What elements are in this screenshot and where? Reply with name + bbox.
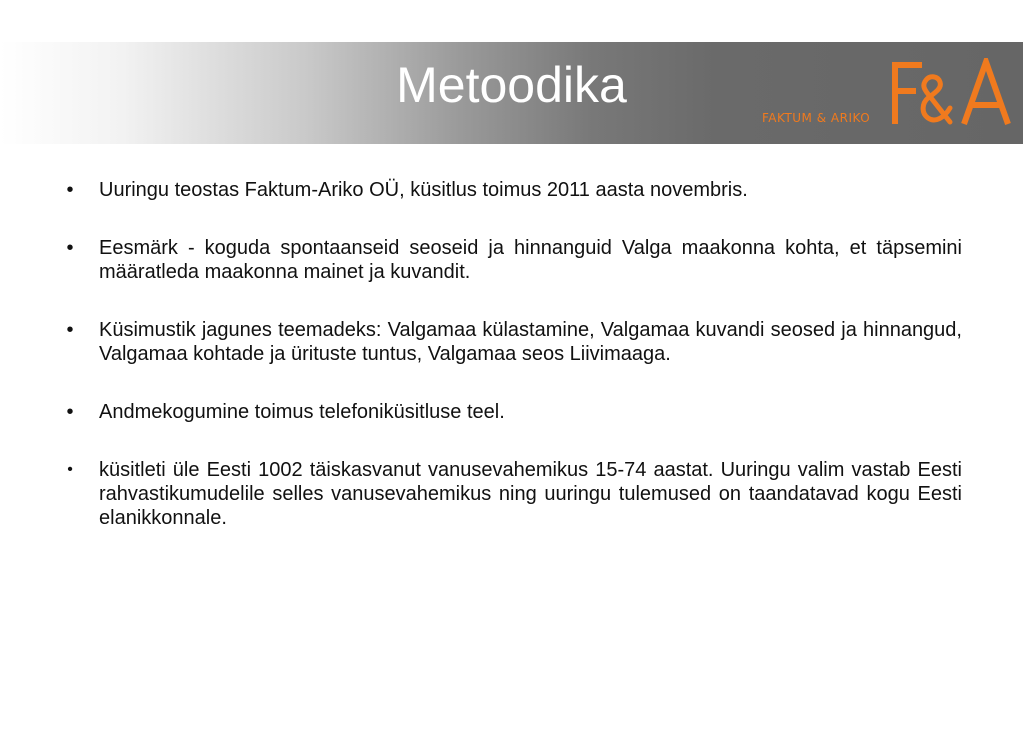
- bullet-text: Uuringu teostas Faktum-Ariko OÜ, küsitlus toimus 2011 aasta novembris.: [99, 179, 748, 201]
- bullet-text: küsitleti üle Eesti 1002 täiskasvanut vanusevahemikus 15-74 aastat. Uuringu valim vastab Eesti rahvastikumudelile selles vanusevahemikus ning uuringu tulemused on taandatavad kogu Eesti elanikkonnale.: [99, 459, 962, 529]
- list-item: [58, 236, 962, 284]
- list-item: [58, 400, 962, 424]
- bullet-marker: •: [66, 179, 74, 201]
- list-item: [58, 458, 962, 530]
- bullet-marker: •: [66, 319, 74, 341]
- bullet-text: Andmekogumine toimus telefoniküsitluse teel.: [99, 401, 505, 423]
- bullet-marker: •: [66, 401, 74, 423]
- bullet-marker: •: [66, 237, 74, 259]
- list-item: [58, 318, 962, 366]
- bullet-list: [58, 178, 962, 530]
- logo-caption: FAKTUM & ARIKO: [762, 111, 871, 125]
- faktum-ariko-logo: [762, 58, 1017, 130]
- logo-mark-icon: [888, 58, 1014, 130]
- bullet-text: Küsimustik jagunes teemadeks: Valgamaa külastamine, Valgamaa kuvandi seosed ja hinnangud, Valgamaa kohtade ja ürituste tuntus, Valgamaa seos Liivimaaga.: [99, 319, 962, 365]
- list-item: [58, 178, 962, 202]
- slide-title: Metoodika: [396, 57, 627, 113]
- bullet-text: Eesmärk - koguda spontaanseid seoseid ja hinnanguid Valga maakonna kohta, et täpsemini määratleda maakonna mainet ja kuvandit.: [99, 237, 962, 283]
- bullet-marker: •: [67, 461, 73, 478]
